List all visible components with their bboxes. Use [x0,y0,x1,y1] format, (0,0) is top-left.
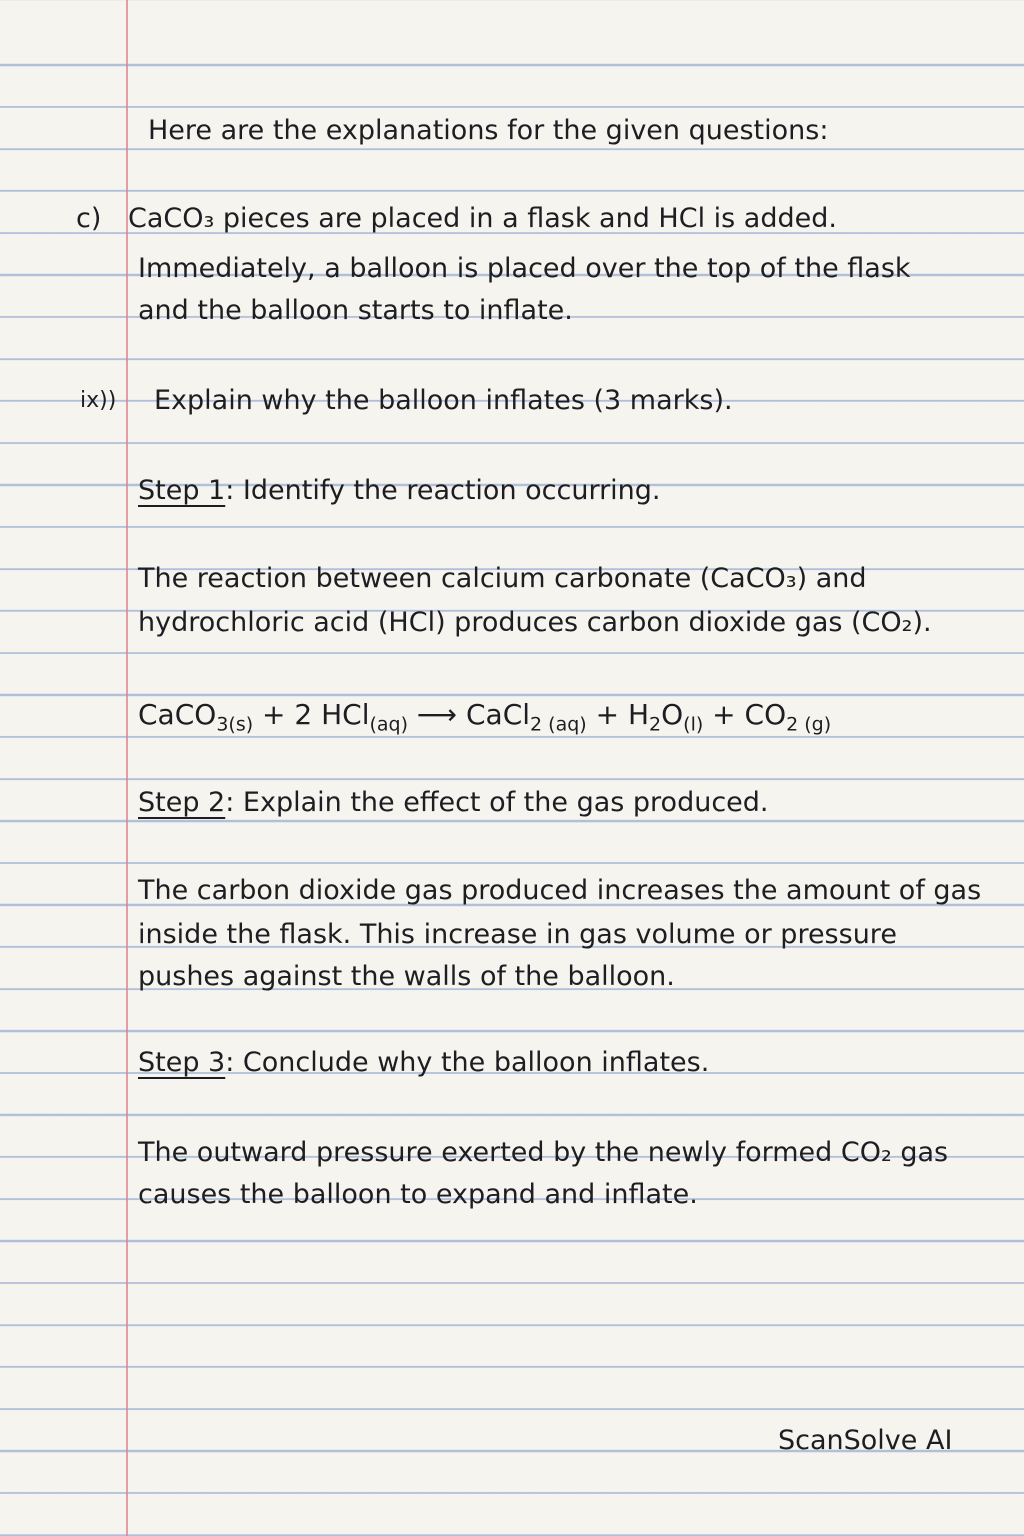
step1-body-line1: The reaction between calcium carbonate (CaCO₃) and [138,563,867,594]
step1-heading-text: : Identify the reaction occurring. [225,475,661,506]
question-ix-text: Explain why the balloon inflates (3 marks). [154,385,733,416]
question-c-line1: CaCO₃ pieces are placed in a flask and HCl is added. [128,203,837,234]
step2-label: Step 2 [138,787,226,818]
question-c-line3: and the balloon starts to inflate. [138,295,573,326]
step2-body-line2: inside the flask. This increase in gas volume or pressure [138,919,897,950]
eq-reactant-2: + 2 HCl [253,698,370,731]
step3-body-line2: causes the balloon to expand and inflate. [138,1179,698,1210]
eq-product-2a: + H [586,698,650,731]
question-c-label: c) [76,203,102,234]
step1-heading [138,474,661,508]
question-ix-label: ix)) [80,388,117,413]
step3-body-line1: The outward pressure exerted by the newly formed CO₂ gas [138,1137,949,1168]
eq-product-1: CaCl [465,698,531,731]
eq-product-2-state: (l) [683,713,704,736]
eq-reactant-1-state: 3(s) [216,713,254,736]
brand-signature: ScanSolve AI [778,1425,953,1456]
step2-body-line3: pushes against the walls of the balloon. [138,961,675,992]
eq-product-1-state: 2 (aq) [530,713,587,736]
step1-label: Step 1 [138,475,226,506]
step2-heading [138,786,769,820]
step3-label: Step 3 [138,1047,226,1078]
step3-heading-text: : Conclude why the balloon inflates. [225,1047,710,1078]
eq-product-3: + CO [703,698,787,731]
eq-product-2b: O [661,698,684,731]
eq-product-3-state: 2 (g) [786,713,832,736]
step1-body-line2: hydrochloric acid (HCl) produces carbon dioxide gas (CO₂). [138,607,932,638]
eq-reactant-1: CaCO [138,698,217,731]
step3-heading [138,1046,709,1080]
step2-body-line1: The carbon dioxide gas produced increases the amount of gas [138,875,982,906]
step2-heading-text: : Explain the effect of the gas produced. [225,787,769,818]
question-c-line2: Immediately, a balloon is placed over the top of the flask [138,253,911,284]
eq-product-2-sub: 2 [649,713,662,736]
chemical-equation [138,698,831,742]
intro-text: Here are the explanations for the given questions: [148,115,829,146]
eq-reactant-2-state: (aq) [369,713,409,736]
eq-arrow: ⟶ [408,698,466,731]
